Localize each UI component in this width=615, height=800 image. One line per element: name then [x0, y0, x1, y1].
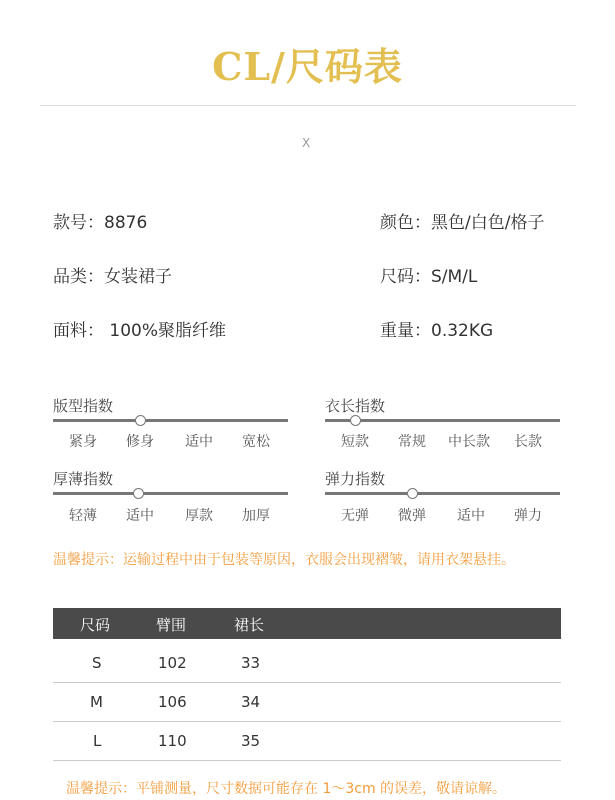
- table-cell: M: [90, 693, 103, 711]
- table-cell: S: [92, 654, 102, 672]
- close-icon[interactable]: X: [302, 136, 311, 150]
- thickness-option: 加厚: [242, 508, 270, 524]
- table-row-divider: [53, 682, 561, 683]
- category-info: 品类：女装裙子: [53, 267, 172, 287]
- table-header-size: 尺码: [80, 616, 111, 634]
- weight-info: 重量：0.32KG: [380, 321, 494, 341]
- table-row-divider: [53, 760, 561, 761]
- table-row-divider: [53, 721, 561, 722]
- thickness-index-label: 厚薄指数: [53, 470, 114, 488]
- length-option: 中长款: [448, 434, 490, 450]
- elasticity-option: 适中: [457, 508, 485, 524]
- thickness-option: 轻薄: [69, 508, 97, 524]
- table-cell: 110: [158, 732, 187, 750]
- length-index-marker: [350, 415, 361, 426]
- table-cell: 34: [241, 693, 261, 711]
- fit-index-track: [53, 419, 288, 422]
- shipping-notice: 温馨提示：运输过程中由于包装等原因，衣服会出现褶皱，请用衣架悬挂。: [53, 552, 515, 568]
- title-divider: [40, 105, 576, 106]
- table-cell: 102: [158, 654, 187, 672]
- length-option: 常规: [398, 434, 426, 450]
- measurement-notice: 温馨提示：平铺测量，尺寸数据可能存在 1～3cm 的误差，敬请谅解。: [66, 781, 507, 797]
- length-option: 长款: [514, 434, 542, 450]
- color-info: 颜色：黑色/白色/格子: [380, 213, 545, 233]
- size-table-header: [53, 608, 561, 639]
- elasticity-option: 弹力: [514, 508, 542, 524]
- fit-index-label: 版型指数: [53, 397, 114, 415]
- fabric-info: 面料： 100%聚脂纤维: [53, 321, 227, 341]
- fit-index-marker: [135, 415, 146, 426]
- thickness-option: 厚款: [185, 508, 213, 524]
- page-title: CL/尺码表: [212, 44, 403, 89]
- table-header-arm: 臂围: [156, 616, 187, 634]
- elasticity-index-track: [325, 492, 560, 495]
- style-number: 款号：8876: [53, 213, 148, 233]
- length-index-label: 衣长指数: [325, 397, 386, 415]
- thickness-index-track: [53, 492, 288, 495]
- table-cell: 33: [241, 654, 261, 672]
- fit-option: 宽松: [242, 434, 270, 450]
- length-option: 短款: [341, 434, 369, 450]
- elasticity-option: 微弹: [398, 508, 426, 524]
- fit-option: 适中: [185, 434, 213, 450]
- thickness-option: 适中: [126, 508, 154, 524]
- elasticity-option: 无弹: [341, 508, 369, 524]
- table-cell: 35: [241, 732, 261, 750]
- table-header-length: 裙长: [234, 616, 265, 634]
- fit-option: 紧身: [69, 434, 97, 450]
- table-cell: L: [93, 732, 102, 750]
- fit-option: 修身: [126, 434, 154, 450]
- thickness-index-marker: [133, 488, 144, 499]
- size-info: 尺码：S/M/L: [380, 267, 478, 287]
- table-cell: 106: [158, 693, 187, 711]
- elasticity-index-marker: [407, 488, 418, 499]
- elasticity-index-label: 弹力指数: [325, 470, 386, 488]
